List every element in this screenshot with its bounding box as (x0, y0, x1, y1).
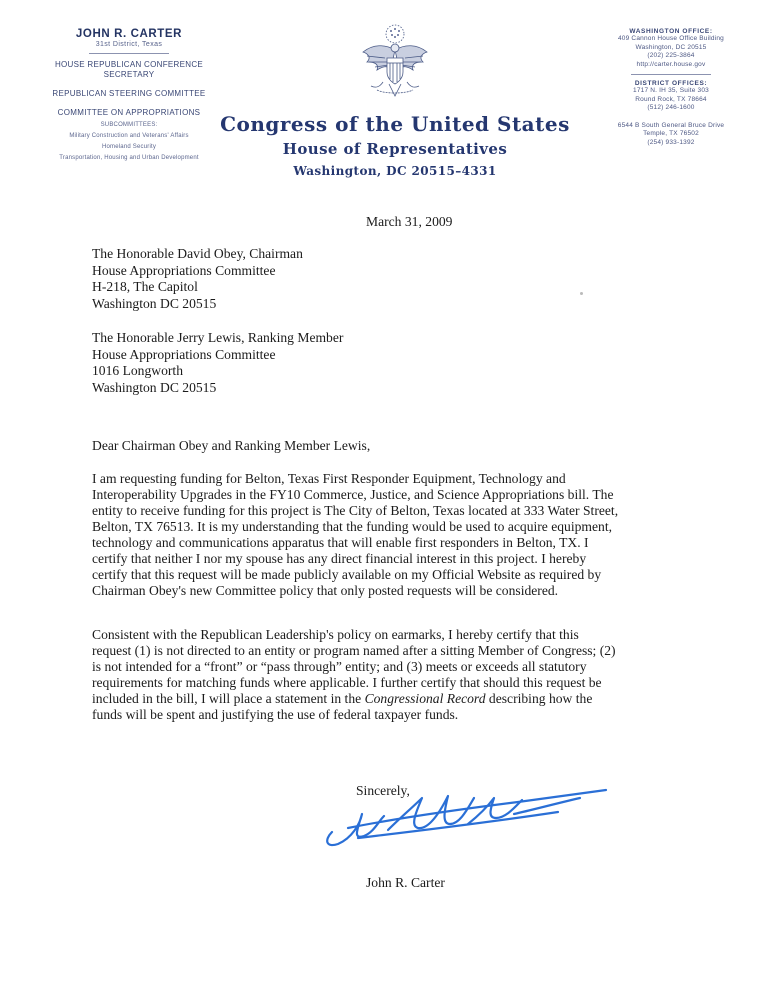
letterhead-left-column (44, 28, 214, 162)
district-office-temple (596, 122, 746, 148)
subcommittee-line: Military Construction and Veterans' Affairs (69, 133, 189, 139)
paragraph-line: request (1) is not directed to an entity or program named after a sitting Member of Congress; (2) (92, 643, 616, 658)
great-seal-eagle-icon (355, 22, 435, 108)
office-address-line: Temple, TX 76502 (643, 130, 699, 137)
paragraph-funding-request (92, 471, 702, 599)
paragraph-line: I am requesting funding for Belton, Texas First Responder Equipment, Technology and (92, 471, 566, 486)
paragraph-line: technology and communications apparatus that will enable first responders in Belton, TX. I (92, 535, 589, 550)
paragraph-line: certify that neither I nor my spouse has any direct financial interest in this project. I hereby (92, 551, 587, 566)
paragraph-line: Consistent with the Republican Leadership's policy on earmarks, I hereby certify that this (92, 627, 579, 642)
house-title: House of Representatives (282, 140, 508, 158)
office-address-line: http://carter.house.gov (636, 60, 706, 68)
office-address-line: 409 Cannon House Office Building (617, 35, 724, 42)
office-address-line: 6544 B South General Bruce Drive (617, 121, 725, 129)
paragraph-line: certify that this request will be made publicly available on my Official Website as required by (92, 567, 602, 582)
paragraph-line: entity to receive funding for this project is The City of Belton, Texas located at 333 Water Street, (92, 503, 619, 518)
address-line: 1016 Longworth (92, 363, 183, 378)
office-address-line: (202) 225-3864 (647, 52, 695, 59)
washington-office-lines (596, 35, 746, 69)
paragraph-line: requirements for matching funds where applicable. I further certify that should this request be (92, 675, 602, 690)
scan-speck (580, 292, 583, 295)
letterhead-center (220, 112, 570, 178)
committee-roles (44, 60, 214, 162)
washington-address: Washington, DC 20515–4331 (293, 164, 497, 178)
paragraph-line: funds will be spent and justifying the use of federal taxpayer funds. (92, 707, 459, 722)
paragraph-certification (92, 627, 702, 723)
address-line: H-218, The Capitol (92, 279, 198, 294)
subcommittee-line: Homeland Security (101, 144, 157, 150)
letterhead-right-column (596, 28, 746, 147)
signer-name: John R. Carter (366, 875, 445, 890)
handwritten-signature (318, 778, 618, 858)
congress-title: Congress of the United States (220, 112, 570, 136)
address-line: House Appropriations Committee (92, 346, 276, 362)
paragraph-line: is not intended for a “front” or “pass through” entity; and (3) meets or exceeds all statutory (92, 659, 587, 674)
address-line: Washington DC 20515 (92, 379, 217, 395)
representative-district: 31st District, Texas (95, 41, 163, 48)
right-divider (631, 74, 711, 75)
address-line: The Honorable Jerry Lewis, Ranking Member (92, 330, 344, 345)
representative-name: JOHN R. CARTER (75, 28, 183, 40)
committee-role: COMMITTEE ON APPROPRIATIONS (57, 108, 201, 117)
paragraph-line: Belton, TX 76513. It is my understanding that the funding would be used to acquire equipment, (92, 519, 613, 534)
district-office-round-rock (596, 87, 746, 113)
closing: Sincerely, (356, 783, 410, 798)
paragraph-line: Interoperability Upgrades in the FY10 Commerce, Justice, and Science Appropriations bill. The (92, 487, 614, 502)
letter-date: March 31, 2009 (366, 214, 453, 229)
addressee-chairman (92, 246, 303, 312)
address-line: The Honorable David Obey, Chairman (92, 246, 303, 261)
paragraph-line: Chairman Obey's new Committee policy that only posted requests will be considered. (92, 583, 559, 598)
subcommittee-line: SUBCOMMITTEES: (100, 122, 158, 128)
left-divider (89, 53, 169, 54)
subcommittee-line: Transportation, Housing and Urban Development (59, 155, 199, 161)
salutation: Dear Chairman Obey and Ranking Member Lewis, (92, 438, 371, 453)
washington-office-heading: WASHINGTON OFFICE: (629, 28, 713, 35)
committee-role: HOUSE REPUBLICAN CONFERENCE SECRETARY (54, 60, 204, 79)
address-line: House Appropriations Committee (92, 262, 276, 278)
office-address-line: Round Rock, TX 78664 (635, 95, 707, 103)
office-address-line: (512) 246-1600 (647, 104, 695, 111)
office-address-line: Washington, DC 20515 (635, 43, 707, 51)
address-line: Washington DC 20515 (92, 295, 217, 311)
committee-role: REPUBLICAN STEERING COMMITTEE (52, 89, 206, 98)
office-address-line: (254) 933-1392 (647, 138, 695, 146)
paragraph-line: included in the bill, I will place a statement in the Congressional Record describing how the (92, 691, 593, 706)
district-offices-heading: DISTRICT OFFICES: (634, 80, 708, 87)
office-address-line: 1717 N. IH 35, Suite 303 (633, 87, 709, 94)
congressional-record-title: Congressional Record (364, 691, 486, 706)
addressee-ranking-member (92, 330, 343, 396)
